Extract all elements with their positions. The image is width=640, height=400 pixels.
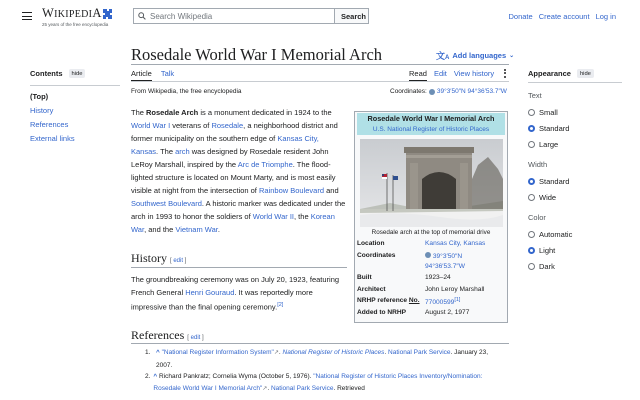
coordinates-link-lat[interactable]: 39°3′50″N <box>432 253 463 260</box>
reference-number: 1. <box>145 349 151 356</box>
language-icon: 文A <box>436 51 450 61</box>
main-menu-button[interactable] <box>22 12 32 20</box>
text: . January 23, 2007. <box>155 349 489 369</box>
tab-view-history[interactable]: View history <box>453 69 495 78</box>
text: . <box>217 225 220 234</box>
history-paragraph <box>131 273 347 314</box>
namespace-tabs <box>131 69 174 81</box>
history-divider <box>131 267 347 268</box>
infobox-title: Rosedale World War I Memorial Arch <box>357 113 505 125</box>
backlink-caret[interactable]: ^ <box>153 373 158 380</box>
table-of-contents <box>30 69 120 148</box>
nrhp-label-text: NRHP reference <box>357 297 409 304</box>
built-label: Built <box>357 274 372 281</box>
text: . A historic marker was dedicated under the arch in 1993 to honor the soldiers of <box>131 199 346 221</box>
text: . The flood-lighted structure is located on Mount Marty, and is most easily visible at night from the intersection of <box>131 160 336 195</box>
coordinates <box>390 88 507 95</box>
infobox-row-added <box>357 309 505 321</box>
add-languages-label: Add languages <box>452 51 507 60</box>
appearance-hide-button[interactable]: hide <box>577 69 594 78</box>
tabs-divider <box>131 81 509 82</box>
text: was designed by Rosedale resident John LeRoy Marshall, inspired by the <box>131 147 329 169</box>
radio-selected-icon[interactable] <box>528 125 535 132</box>
width-label: Width <box>528 160 548 169</box>
radio-icon[interactable] <box>528 109 535 116</box>
coordinates-label: Coordinates <box>357 252 396 259</box>
more-tools-icon[interactable] <box>504 69 507 78</box>
option-label: Large <box>539 139 559 149</box>
option-label: Standard <box>539 123 570 133</box>
built-value: 1923–24 <box>425 274 451 281</box>
link-rainbow-boulevard[interactable]: Rainbow Boulevard <box>258 186 325 195</box>
text: . <box>267 384 271 392</box>
link-world-war-i[interactable]: World War I <box>131 121 171 130</box>
reference-item-1 <box>145 347 505 371</box>
text: , a neighborhood district and former municipality on the southern edge of <box>131 121 338 143</box>
tab-read[interactable]: Read <box>409 69 427 81</box>
wikipedia-logo[interactable] <box>42 6 108 27</box>
infobox-row-architect <box>357 286 505 297</box>
tab-talk[interactable]: Talk <box>160 69 175 78</box>
reference-item-2 <box>145 371 505 395</box>
history-heading <box>131 251 186 266</box>
citation-2[interactable]: [2] <box>277 302 284 308</box>
color-label: Color <box>528 213 546 222</box>
intro-paragraph <box>131 106 347 236</box>
text: The groundbreaking ceremony was on July 20, 1923, featuring French General <box>131 275 340 297</box>
nrhp-link[interactable]: 77000599 <box>425 299 455 307</box>
text: is a monument dedicated in 1924 to the <box>198 108 332 117</box>
site-subtitle: From Wikipedia, the free encyclopedia <box>131 88 242 95</box>
width-wide-option[interactable] <box>528 189 628 205</box>
reference-number: 2. <box>145 373 151 380</box>
location-label: Location <box>357 240 385 247</box>
infobox-row-coordinates <box>357 252 505 274</box>
added-label: Added to NRHP <box>357 309 407 316</box>
donate-link[interactable]: Donate <box>508 12 533 21</box>
search-input[interactable] <box>134 9 334 23</box>
toc-heading: Contents <box>30 69 63 78</box>
option-label: Wide <box>539 192 557 202</box>
infobox <box>354 111 508 323</box>
infobox-table <box>357 240 505 321</box>
link-arc-de-triomphe[interactable]: Arc de Triomphe <box>237 160 293 169</box>
text: . The <box>156 147 176 156</box>
added-value: August 2, 1977 <box>425 309 470 316</box>
option-label: Automatic <box>539 229 573 239</box>
architect-label: Architect <box>357 286 386 293</box>
nrhp-label <box>357 297 425 309</box>
search-box <box>133 8 369 24</box>
option-label: Light <box>539 245 556 255</box>
tab-article[interactable]: Article <box>131 69 152 81</box>
globe-icon <box>425 252 431 258</box>
chevron-down-icon: ⌄ <box>509 53 515 59</box>
backlink-caret[interactable]: ^ <box>155 349 160 356</box>
radio-icon[interactable] <box>528 194 535 201</box>
option-label: Standard <box>539 176 570 186</box>
reference-link[interactable]: "National Register of Historic Places Inventory/Nomination: Rosedale World War I Memorial Arch" <box>153 373 483 392</box>
link-southwest-boulevard[interactable]: Southwest Boulevard <box>131 199 202 208</box>
globe-icon <box>429 89 435 95</box>
user-links <box>509 12 617 21</box>
text: . <box>278 349 283 356</box>
text: . <box>384 349 389 356</box>
external-link-icon: ↗ <box>273 350 279 356</box>
tab-edit[interactable]: Edit <box>433 69 447 78</box>
view-tabs <box>409 69 507 81</box>
puzzle-globe-icon <box>100 6 114 20</box>
reference-publisher-link[interactable]: National Park Service <box>388 349 451 356</box>
wordmark: WIKIPEDIA <box>42 6 102 20</box>
link-rosedale[interactable]: Rosedale <box>211 121 244 130</box>
references-heading <box>131 328 204 343</box>
add-languages-button[interactable] <box>436 49 514 62</box>
coordinates-label: Coordinates: <box>390 88 427 95</box>
title-divider <box>131 64 509 65</box>
text: . It was reportedly more impressive than the final opening ceremony. <box>131 288 313 312</box>
search-button[interactable]: Search <box>334 9 368 23</box>
link-henri-gouraud[interactable]: Henri Gouraud <box>185 288 235 297</box>
external-link-icon: ↗ <box>262 385 268 392</box>
toc-item-history[interactable]: History <box>30 106 54 115</box>
color-automatic-option[interactable] <box>528 226 628 242</box>
option-label: Dark <box>539 261 555 271</box>
radio-icon[interactable] <box>528 263 535 270</box>
color-light-option[interactable] <box>528 242 628 258</box>
tagline: 25 years of the free encyclopedia <box>42 22 109 27</box>
coordinates-link-lon[interactable]: 94°36′53.7″W <box>425 263 465 270</box>
link-vietnam-war[interactable]: Vietnam War <box>175 225 218 234</box>
toc-hide-button[interactable]: hide <box>69 69 86 78</box>
history-edit-section: [ edit ] <box>170 258 187 264</box>
architect-value: John Leroy Marshall <box>425 286 485 293</box>
appearance-panel <box>528 69 628 274</box>
text: Richard Pankratz; Cornelia Wyma (October 5, 1976). <box>159 373 314 380</box>
text: The <box>131 108 147 117</box>
link-world-war-ii[interactable]: World War II <box>252 212 295 221</box>
text: , and the <box>144 225 176 234</box>
history-heading-text: History <box>131 251 167 265</box>
radio-selected-icon[interactable] <box>528 178 535 185</box>
text-size-standard-option[interactable] <box>528 120 628 136</box>
text-size-small-option[interactable] <box>528 104 628 120</box>
radio-selected-icon[interactable] <box>528 247 535 254</box>
link-arch[interactable]: arch <box>175 147 190 156</box>
references-edit-link[interactable]: edit <box>190 335 201 341</box>
toc-item-top[interactable]: (Top) <box>30 92 49 101</box>
appearance-heading: Appearance <box>528 69 571 78</box>
references-divider <box>131 343 509 344</box>
reference-publication-link[interactable]: National Register of Historic Places <box>282 349 385 356</box>
toc-divider <box>30 85 120 86</box>
radio-icon[interactable] <box>528 231 535 238</box>
link-kansas-city[interactable]: Kansas City, Kansas <box>131 134 319 156</box>
width-standard-option[interactable] <box>528 173 628 189</box>
color-dark-option[interactable] <box>528 258 628 274</box>
page-title: Rosedale World War I Memorial Arch <box>131 45 383 64</box>
infobox-row-built <box>357 274 505 286</box>
infobox-row-location <box>357 240 505 252</box>
text: . Retrieved <box>333 384 365 392</box>
location-link[interactable]: Kansas City, Kansas <box>425 240 486 247</box>
appearance-divider <box>528 82 622 83</box>
coordinates-link[interactable]: 39°3′50″N 94°36′53.7″W <box>436 88 507 95</box>
login-link[interactable]: Log in <box>595 12 616 21</box>
toc-item-references[interactable]: References <box>30 120 69 129</box>
infobox-caption: Rosedale arch at the top of memorial drive <box>371 229 491 236</box>
create-account-link[interactable]: Create account <box>538 12 590 21</box>
references-edit-section: [ edit ] <box>187 335 204 341</box>
nrhp-no-abbr: No. <box>408 297 420 304</box>
option-label: Small <box>539 107 558 117</box>
toc-item-external-links[interactable]: External links <box>30 134 75 143</box>
search-icon <box>138 12 146 20</box>
bold-term: Rosedale Arch <box>146 108 199 117</box>
history-edit-link[interactable]: edit <box>173 258 184 264</box>
text: and <box>324 186 339 195</box>
link-korean-war[interactable]: Korean War <box>131 212 335 234</box>
arch-photo[interactable] <box>360 139 503 227</box>
infobox-subtitle[interactable]: U.S. National Register of Historic Places <box>357 125 505 135</box>
text-size-large-option[interactable] <box>528 136 628 152</box>
text: veterans of <box>170 121 212 130</box>
text: , the <box>294 212 311 221</box>
reference-link[interactable]: "National Register Information System" <box>161 349 274 356</box>
citation-1[interactable]: [1] <box>454 297 461 303</box>
references-heading-text: References <box>131 328 185 342</box>
radio-icon[interactable] <box>528 141 535 148</box>
reference-publisher-link[interactable]: National Park Service <box>270 384 334 392</box>
text-size-label: Text <box>528 91 542 100</box>
reference-list <box>145 347 505 395</box>
infobox-row-nrhp <box>357 297 505 309</box>
